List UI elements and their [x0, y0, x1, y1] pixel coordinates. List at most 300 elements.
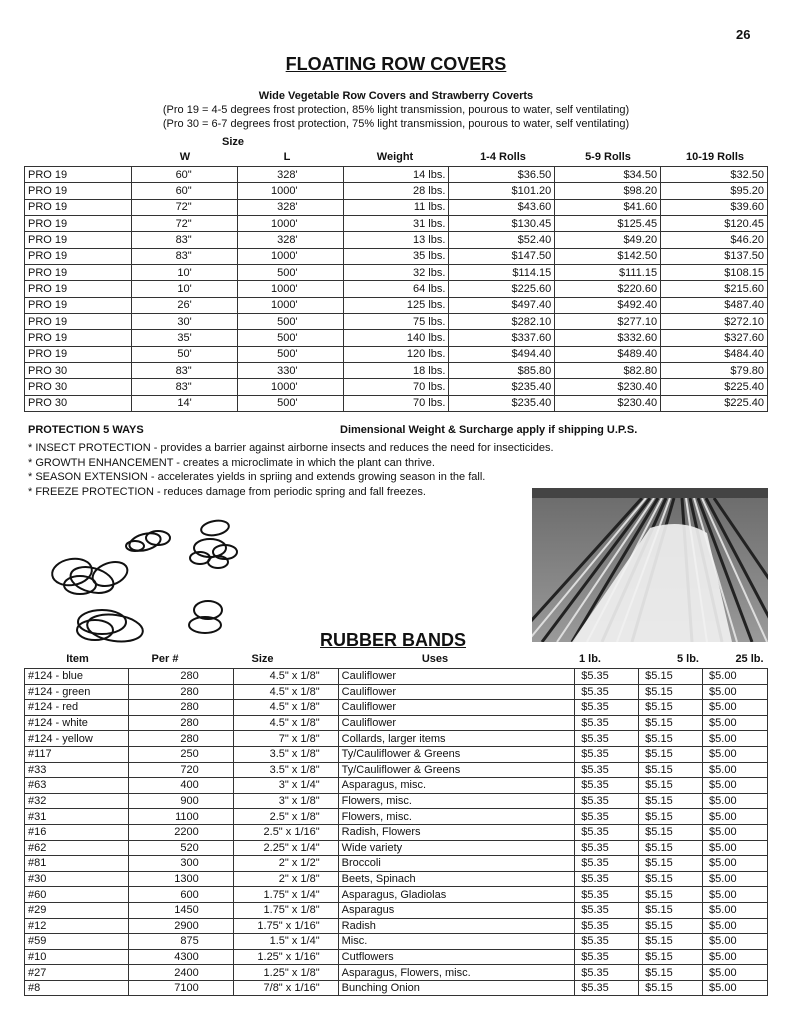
rubber-band-row-cell: 1450	[128, 902, 233, 918]
rubber-band-row-cell: Beets, Spinach	[338, 871, 575, 887]
rubber-band-row-cell: $5.00	[703, 669, 768, 685]
row-cover-row-cell: PRO 19	[25, 281, 132, 297]
row-cover-row-cell: 31 lbs.	[343, 216, 449, 232]
rubber-bands-title: RUBBER BANDS	[320, 630, 467, 650]
rubber-band-row-cell: $5.00	[703, 965, 768, 981]
subtitle: Wide Vegetable Row Covers and Strawberry Coverts	[258, 90, 534, 102]
row-cover-row-cell: 10'	[131, 281, 237, 297]
row-cover-row-cell: PRO 19	[25, 232, 132, 248]
rubber-band-row-cell: $5.00	[703, 856, 768, 872]
row-cover-row-cell: 35 lbs.	[343, 248, 449, 264]
rubber-band-row-cell: $5.00	[703, 762, 768, 778]
rubber-band-row	[25, 902, 768, 918]
rubber-band-row-cell: 4.5" x 1/8"	[233, 715, 338, 731]
rubber-bands-table	[24, 668, 768, 996]
row-cover-row-cell: 26'	[131, 297, 237, 313]
rubber-band-row	[25, 887, 768, 903]
rubber-band-row-cell: 875	[128, 934, 233, 950]
rubber-band-row-cell: Asparagus, Flowers, misc.	[338, 965, 575, 981]
row-cover-row-cell: $82.80	[555, 363, 661, 379]
rubber-band-row	[25, 700, 768, 716]
row-cover-row	[25, 363, 768, 379]
row-cover-row-cell: $41.60	[555, 199, 661, 215]
row-cover-row-cell: 18 lbs.	[343, 363, 449, 379]
rubber-band-row-cell: 280	[128, 669, 233, 685]
rubber-band-row-cell: $5.35	[575, 778, 639, 794]
rubber-band-row-cell: $5.35	[575, 700, 639, 716]
row-cover-row-cell: PRO 30	[25, 379, 132, 395]
bullet-growth: * GROWTH ENHANCEMENT - creates a microclimate in which the plant can thrive.	[28, 456, 435, 469]
row-cover-row-cell: $225.40	[661, 379, 768, 395]
row-cover-row-cell: 28 lbs.	[343, 183, 449, 199]
rubber-band-row-cell: 2.5" x 1/16"	[233, 824, 338, 840]
rubber-band-row-cell: $5.15	[639, 887, 703, 903]
rubber-band-row-cell: $5.35	[575, 965, 639, 981]
rubber-band-row-cell: $5.15	[639, 965, 703, 981]
row-cover-row-cell: $32.50	[661, 167, 768, 183]
rubber-band-row-cell: $5.15	[639, 793, 703, 809]
row-cover-row	[25, 265, 768, 281]
rubber-band-row-cell: Wide variety	[338, 840, 575, 856]
row-cover-row-cell: $277.10	[555, 314, 661, 330]
rb-header-uses: Uses	[421, 653, 449, 665]
rubber-band-row-cell: #124 - green	[25, 684, 129, 700]
row-cover-row-cell: $492.40	[555, 297, 661, 313]
header-5-9-rolls: 5-9 Rolls	[585, 151, 631, 163]
row-cover-row-cell: $39.60	[661, 199, 768, 215]
rubber-band-row-cell: $5.00	[703, 778, 768, 794]
rubber-band-row-cell: $5.35	[575, 669, 639, 685]
rubber-band-row-cell: Cauliflower	[338, 669, 575, 685]
row-cover-row-cell: PRO 19	[25, 216, 132, 232]
rubber-band-row-cell: #12	[25, 918, 129, 934]
rubber-band-row	[25, 949, 768, 965]
row-cover-row-cell: 120 lbs.	[343, 346, 449, 362]
rubber-band-row-cell: $5.00	[703, 887, 768, 903]
row-cover-row-cell: PRO 19	[25, 183, 132, 199]
rubber-band-row-cell: Ty/Cauliflower & Greens	[338, 762, 575, 778]
rubber-band-row-cell: $5.00	[703, 684, 768, 700]
row-cover-row-cell: $49.20	[555, 232, 661, 248]
rubber-band-row-cell: 1.25" x 1/16"	[233, 949, 338, 965]
row-cover-row-cell: $337.60	[449, 330, 555, 346]
page-title-text: FLOATING ROW COVERS	[285, 54, 507, 74]
rubber-band-row-cell: $5.15	[639, 840, 703, 856]
rubber-band-row	[25, 715, 768, 731]
rubber-band-row-cell: $5.00	[703, 824, 768, 840]
rubber-band-row-cell: $5.35	[575, 871, 639, 887]
rubber-band-row	[25, 918, 768, 934]
rubber-band-row-cell: $5.35	[575, 746, 639, 762]
rubber-band-row-cell: $5.15	[639, 871, 703, 887]
row-cover-row-cell: $46.20	[661, 232, 768, 248]
rubber-band-row-cell: #63	[25, 778, 129, 794]
rubber-band-row-cell: 7" x 1/8"	[233, 731, 338, 747]
row-cover-row-cell: 72"	[131, 199, 237, 215]
row-cover-row-cell: PRO 19	[25, 265, 132, 281]
row-cover-row-cell: PRO 19	[25, 199, 132, 215]
rubber-band-row-cell: $5.15	[639, 762, 703, 778]
row-cover-row	[25, 330, 768, 346]
row-cover-row-cell: $220.60	[555, 281, 661, 297]
row-cover-row	[25, 199, 768, 215]
rubber-band-row-cell: $5.35	[575, 949, 639, 965]
bullet-freeze: * FREEZE PROTECTION - reduces damage from periodic spring and fall freezes.	[28, 485, 426, 498]
rubber-band-row	[25, 746, 768, 762]
row-cover-row-cell: $142.50	[555, 248, 661, 264]
rubber-band-row-cell: $5.15	[639, 731, 703, 747]
rb-header-item: Item	[66, 653, 89, 665]
header-1-4-rolls: 1-4 Rolls	[480, 151, 526, 163]
row-cover-row-cell: 500'	[237, 265, 343, 281]
header-weight: Weight	[376, 151, 414, 163]
rb-header-per: Per #	[151, 653, 179, 665]
rubber-band-row-cell: 250	[128, 746, 233, 762]
rubber-band-row-cell: 280	[128, 700, 233, 716]
row-cover-row-cell: $95.20	[661, 183, 768, 199]
row-cover-row	[25, 216, 768, 232]
rubber-band-row-cell: 400	[128, 778, 233, 794]
rubber-band-row-cell: $5.00	[703, 949, 768, 965]
rubber-band-row-cell: Asparagus	[338, 902, 575, 918]
row-cover-row-cell: 328'	[237, 167, 343, 183]
rubber-band-row-cell: $5.35	[575, 902, 639, 918]
row-cover-row-cell: PRO 19	[25, 346, 132, 362]
row-cover-row-cell: 500'	[237, 346, 343, 362]
rubber-band-row-cell: Flowers, misc.	[338, 809, 575, 825]
rubber-band-row-cell: #117	[25, 746, 129, 762]
rubber-band-row-cell: #124 - yellow	[25, 731, 129, 747]
rubber-band-row-cell: Misc.	[338, 934, 575, 950]
rubber-band-row-cell: 3" x 1/8"	[233, 793, 338, 809]
row-cover-row	[25, 281, 768, 297]
rubber-bands-image	[40, 510, 250, 650]
row-cover-row-cell: PRO 19	[25, 248, 132, 264]
page-number: 26	[736, 27, 751, 42]
rubber-band-row-cell: $5.00	[703, 731, 768, 747]
row-cover-row	[25, 248, 768, 264]
rubber-band-row-cell: $5.15	[639, 980, 703, 996]
row-cover-row-cell: 1000'	[237, 216, 343, 232]
rubber-band-row-cell: 2.5" x 1/8"	[233, 809, 338, 825]
rubber-band-row-cell: $5.00	[703, 980, 768, 996]
rubber-band-row-cell: $5.35	[575, 824, 639, 840]
rubber-band-row-cell: $5.15	[639, 918, 703, 934]
rubber-band-row-cell: $5.00	[703, 809, 768, 825]
row-cover-row-cell: 500'	[237, 330, 343, 346]
rubber-band-row-cell: $5.15	[639, 684, 703, 700]
rubber-band-row-cell: 7/8" x 1/16"	[233, 980, 338, 996]
row-cover-row-cell: $282.10	[449, 314, 555, 330]
rubber-band-row	[25, 856, 768, 872]
rubber-band-row-cell: #124 - white	[25, 715, 129, 731]
rubber-band-row-cell: 2900	[128, 918, 233, 934]
row-cover-row-cell: 30'	[131, 314, 237, 330]
header-l: L	[283, 151, 291, 163]
size-header: Size	[222, 136, 245, 148]
row-cover-row	[25, 232, 768, 248]
row-cover-row-cell: $114.15	[449, 265, 555, 281]
rubber-band-row-cell: $5.15	[639, 856, 703, 872]
row-cover-row-cell: $98.20	[555, 183, 661, 199]
rubber-band-row-cell: 600	[128, 887, 233, 903]
rubber-band-row-cell: 1.75" x 1/16"	[233, 918, 338, 934]
row-cover-row-cell: 140 lbs.	[343, 330, 449, 346]
rubber-band-row-cell: $5.35	[575, 684, 639, 700]
rubber-band-row-cell: 280	[128, 684, 233, 700]
rubber-band-row-cell: 3" x 1/4"	[233, 778, 338, 794]
row-cover-row-cell: 60"	[131, 167, 237, 183]
rubber-band-row-cell: 720	[128, 762, 233, 778]
row-cover-row-cell: PRO 19	[25, 167, 132, 183]
row-cover-row-cell: 500'	[237, 395, 343, 411]
rubber-band-row-cell: $5.00	[703, 715, 768, 731]
bullet-insect: * INSECT PROTECTION - provides a barrier against airborne insects and reduces the need for insecticides.	[28, 442, 554, 454]
row-covers-table	[24, 166, 768, 412]
rubber-band-row-cell: 4.5" x 1/8"	[233, 684, 338, 700]
rubber-band-row-cell: 2200	[128, 824, 233, 840]
header-w: W	[179, 151, 191, 163]
rubber-band-row	[25, 965, 768, 981]
rubber-band-row-cell: 1300	[128, 871, 233, 887]
row-cover-row-cell: $137.50	[661, 248, 768, 264]
row-cover-row-cell: 10'	[131, 265, 237, 281]
rubber-band-row-cell: $5.00	[703, 918, 768, 934]
rubber-band-row-cell: $5.00	[703, 746, 768, 762]
row-cover-row-cell: 72"	[131, 216, 237, 232]
row-cover-row-cell: $225.60	[449, 281, 555, 297]
row-cover-row-cell: $85.80	[449, 363, 555, 379]
rubber-band-row-cell: #33	[25, 762, 129, 778]
rubber-band-row-cell: $5.15	[639, 934, 703, 950]
row-cover-row-cell: $235.40	[449, 379, 555, 395]
rubber-band-row-cell: $5.15	[639, 809, 703, 825]
header-10-19-rolls: 10-19 Rolls	[685, 151, 745, 163]
rubber-band-row-cell: Flowers, misc.	[338, 793, 575, 809]
rubber-band-row-cell: $5.15	[639, 778, 703, 794]
rubber-band-row	[25, 762, 768, 778]
row-cover-row-cell: 1000'	[237, 183, 343, 199]
rubber-band-row-cell: 2.25" x 1/4"	[233, 840, 338, 856]
row-cover-row-cell: 60"	[131, 183, 237, 199]
rubber-band-row-cell: $5.35	[575, 840, 639, 856]
rubber-band-row-cell: 280	[128, 731, 233, 747]
rubber-band-row-cell: Cauliflower	[338, 700, 575, 716]
rubber-band-row	[25, 824, 768, 840]
rubber-band-row	[25, 684, 768, 700]
rubber-band-row-cell: 7100	[128, 980, 233, 996]
row-cover-row-cell: 328'	[237, 199, 343, 215]
pro30-note: (Pro 30 = 6-7 degrees frost protection, 75% light transmission, pourous to water, self ventilating)	[162, 118, 630, 130]
row-cover-row-cell: $230.40	[555, 395, 661, 411]
bullet-season: * SEASON EXTENSION - accelerates yields in spriing and extends growing season in the fall.	[28, 471, 486, 483]
row-cover-row-cell: $494.40	[449, 346, 555, 362]
rubber-band-row	[25, 731, 768, 747]
rubber-band-row-cell: $5.15	[639, 824, 703, 840]
rubber-band-row-cell: $5.15	[639, 669, 703, 685]
rubber-band-row-cell: $5.15	[639, 902, 703, 918]
rubber-band-row-cell: Ty/Cauliflower & Greens	[338, 746, 575, 762]
rubber-band-row-cell: 900	[128, 793, 233, 809]
rubber-band-row-cell: $5.00	[703, 871, 768, 887]
rubber-band-row-cell: $5.15	[639, 746, 703, 762]
row-cover-row-cell: PRO 19	[25, 314, 132, 330]
rubber-band-row	[25, 778, 768, 794]
rubber-band-row-cell: $5.35	[575, 934, 639, 950]
row-cover-row-cell: 1000'	[237, 248, 343, 264]
row-cover-row-cell: 14 lbs.	[343, 167, 449, 183]
rubber-band-row-cell: #8	[25, 980, 129, 996]
row-cover-row-cell: 50'	[131, 346, 237, 362]
rubber-band-row-cell: 4300	[128, 949, 233, 965]
rubber-band-row-cell: #81	[25, 856, 129, 872]
shipping-note: Dimensional Weight & Surcharge apply if shipping U.P.S.	[340, 424, 638, 436]
rubber-band-row-cell: $5.35	[575, 887, 639, 903]
row-cover-row-cell: $332.60	[555, 330, 661, 346]
row-cover-row-cell: PRO 19	[25, 297, 132, 313]
row-cover-row-cell: $327.60	[661, 330, 768, 346]
row-cover-row-cell: $272.10	[661, 314, 768, 330]
row-cover-row-cell: $235.40	[449, 395, 555, 411]
rubber-band-row-cell: 4.5" x 1/8"	[233, 669, 338, 685]
row-cover-row	[25, 379, 768, 395]
row-cover-row-cell: 83"	[131, 232, 237, 248]
rubber-band-row-cell: $5.35	[575, 762, 639, 778]
row-cover-row-cell: 83"	[131, 363, 237, 379]
row-cover-row-cell: $130.45	[449, 216, 555, 232]
rubber-band-row-cell: Cauliflower	[338, 715, 575, 731]
rubber-band-row-cell: $5.15	[639, 949, 703, 965]
rubber-band-row-cell: #30	[25, 871, 129, 887]
rubber-band-row-cell: $5.00	[703, 700, 768, 716]
row-cover-row-cell: $230.40	[555, 379, 661, 395]
rubber-band-row-cell: $5.00	[703, 840, 768, 856]
row-cover-row-cell: $79.80	[661, 363, 768, 379]
rubber-band-row-cell: #124 - blue	[25, 669, 129, 685]
row-cover-row-cell: $497.40	[449, 297, 555, 313]
rubber-band-row-cell: $5.35	[575, 793, 639, 809]
rubber-band-row-cell: 280	[128, 715, 233, 731]
row-cover-row-cell: 328'	[237, 232, 343, 248]
row-cover-row-cell: $120.45	[661, 216, 768, 232]
row-cover-row-cell: 83"	[131, 379, 237, 395]
rubber-band-row-cell: #59	[25, 934, 129, 950]
rubber-band-row-cell: Bunching Onion	[338, 980, 575, 996]
rubber-band-row-cell: 300	[128, 856, 233, 872]
rubber-band-row-cell: $5.15	[639, 715, 703, 731]
field-photo	[532, 488, 768, 642]
rubber-band-row	[25, 809, 768, 825]
row-cover-row-cell: PRO 30	[25, 363, 132, 379]
rubber-band-row-cell: $5.15	[639, 700, 703, 716]
page-title	[0, 54, 792, 75]
rubber-band-row-cell: #60	[25, 887, 129, 903]
row-cover-row-cell: 14'	[131, 395, 237, 411]
rb-header-25lb: 25 lb.	[735, 653, 764, 665]
row-cover-row-cell: $36.50	[449, 167, 555, 183]
row-cover-row	[25, 314, 768, 330]
row-cover-row-cell: $43.60	[449, 199, 555, 215]
row-cover-row-cell: 125 lbs.	[343, 297, 449, 313]
rubber-band-row-cell: Broccoli	[338, 856, 575, 872]
row-cover-row-cell: $225.40	[661, 395, 768, 411]
rubber-band-row-cell: Radish	[338, 918, 575, 934]
rb-header-5lb: 5 lb.	[676, 653, 699, 665]
row-cover-row-cell: $108.15	[661, 265, 768, 281]
rubber-band-row-cell: #32	[25, 793, 129, 809]
row-cover-row-cell: 35'	[131, 330, 237, 346]
row-cover-row-cell: 1000'	[237, 297, 343, 313]
row-cover-row-cell: $489.40	[555, 346, 661, 362]
rubber-band-row-cell: $5.35	[575, 856, 639, 872]
rubber-band-row-cell: Radish, Flowers	[338, 824, 575, 840]
rubber-band-row	[25, 793, 768, 809]
row-cover-row-cell: 11 lbs.	[343, 199, 449, 215]
row-cover-row-cell: $34.50	[555, 167, 661, 183]
rubber-band-row-cell: 520	[128, 840, 233, 856]
rubber-band-row-cell: 3.5" x 1/8"	[233, 746, 338, 762]
rubber-band-row	[25, 840, 768, 856]
row-cover-row-cell: 70 lbs.	[343, 395, 449, 411]
rubber-band-row-cell: Asparagus, Gladiolas	[338, 887, 575, 903]
rubber-band-row-cell: $5.35	[575, 715, 639, 731]
row-cover-row-cell: 13 lbs.	[343, 232, 449, 248]
rubber-band-row-cell: 4.5" x 1/8"	[233, 700, 338, 716]
row-cover-row-cell: 1000'	[237, 281, 343, 297]
row-cover-row	[25, 346, 768, 362]
rubber-band-row-cell: 3.5" x 1/8"	[233, 762, 338, 778]
row-cover-row-cell: 70 lbs.	[343, 379, 449, 395]
rubber-band-row-cell: #31	[25, 809, 129, 825]
row-cover-row	[25, 183, 768, 199]
rubber-band-row-cell: Cutflowers	[338, 949, 575, 965]
rubber-band-row-cell: #16	[25, 824, 129, 840]
rubber-band-row-cell: 1.75" x 1/4"	[233, 887, 338, 903]
rubber-band-row-cell: 2" x 1/8"	[233, 871, 338, 887]
row-cover-row-cell: PRO 30	[25, 395, 132, 411]
row-cover-row-cell: $487.40	[661, 297, 768, 313]
rubber-band-row	[25, 980, 768, 996]
rubber-band-row-cell: #10	[25, 949, 129, 965]
pro19-note: (Pro 19 = 4-5 degrees frost protection, 85% light transmission, pourous to water, self ventilating)	[162, 104, 630, 116]
rubber-band-row-cell: Asparagus, misc.	[338, 778, 575, 794]
row-cover-row	[25, 297, 768, 313]
row-cover-row-cell: 75 lbs.	[343, 314, 449, 330]
row-cover-row-cell: 330'	[237, 363, 343, 379]
rubber-band-row-cell: 1100	[128, 809, 233, 825]
row-cover-row-cell: 500'	[237, 314, 343, 330]
row-cover-row-cell: $101.20	[449, 183, 555, 199]
row-cover-row	[25, 167, 768, 183]
row-cover-row-cell: $215.60	[661, 281, 768, 297]
rubber-band-row-cell: $5.00	[703, 793, 768, 809]
row-cover-row-cell: $52.40	[449, 232, 555, 248]
rubber-band-row-cell: $5.35	[575, 809, 639, 825]
rubber-band-row-cell: Cauliflower	[338, 684, 575, 700]
rubber-band-row-cell: $5.00	[703, 902, 768, 918]
rubber-band-row-cell: $5.35	[575, 980, 639, 996]
rubber-band-row-cell: #62	[25, 840, 129, 856]
row-cover-row-cell: $484.40	[661, 346, 768, 362]
row-cover-row	[25, 395, 768, 411]
rubber-band-row-cell: 1.25" x 1/8"	[233, 965, 338, 981]
rb-header-size: Size	[251, 653, 274, 665]
rubber-band-row	[25, 934, 768, 950]
rubber-band-row-cell: #29	[25, 902, 129, 918]
rubber-band-row-cell: #27	[25, 965, 129, 981]
rubber-band-row-cell: $5.00	[703, 934, 768, 950]
rubber-band-row-cell: 1.75" x 1/8"	[233, 902, 338, 918]
